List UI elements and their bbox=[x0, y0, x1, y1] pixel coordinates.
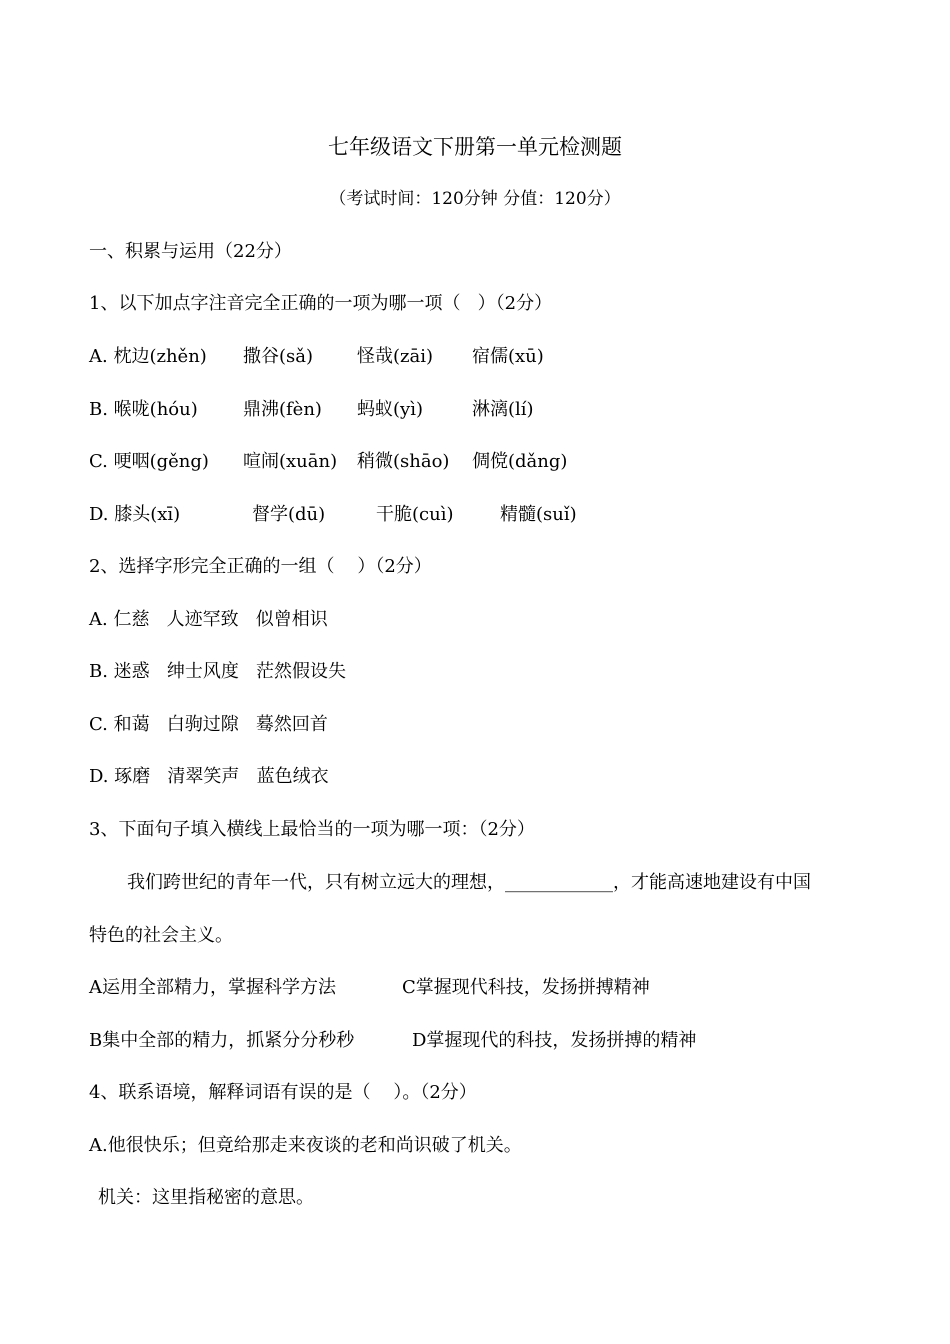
option-item: 倜傥(dǎng) bbox=[472, 451, 568, 472]
q2-stem: 2、选择字形完全正确的一组（ ）（2分） bbox=[89, 556, 432, 577]
option-item: 稍微(shāo) bbox=[357, 451, 450, 472]
exam-info: （考试时间：120分钟 分值：120分） bbox=[329, 189, 621, 209]
q2-option-a: A. 仁慈 人迹罕致 似曾相识 bbox=[89, 609, 328, 630]
q4-option-a: A.他很快乐；但竟给那走来夜谈的老和尚识破了机关。 bbox=[89, 1135, 522, 1156]
q3-sentence-cont: 特色的社会主义。 bbox=[89, 925, 233, 946]
option-item: C. 哽咽(gěng) bbox=[89, 451, 209, 472]
q1-stem: 1、以下加点字注音完全正确的一项为哪一项（ ）（2分） bbox=[89, 293, 553, 314]
section-heading: 一、积累与运用（22分） bbox=[89, 241, 292, 262]
option-item: 督学(dū) bbox=[252, 504, 326, 525]
option-item: 喧闹(xuān) bbox=[243, 451, 338, 472]
q3-option-a: A运用全部精力，掌握科学方法 bbox=[89, 977, 336, 998]
q2-option-c: C. 和蔼 白驹过隙 蓦然回首 bbox=[89, 714, 328, 735]
option-item: A. 枕边(zhěn) bbox=[89, 346, 207, 367]
option-item: 鼎沸(fèn) bbox=[243, 399, 322, 420]
q3-option-b: B集中全部的精力，抓紧分分秒秒 bbox=[89, 1030, 355, 1051]
q3-option-c: C掌握现代科技，发扬拼搏精神 bbox=[402, 977, 650, 998]
option-item: D. 膝头(xī) bbox=[89, 504, 181, 525]
page-title: 七年级语文下册第一单元检测题 bbox=[328, 135, 622, 159]
option-item: 怪哉(zāi) bbox=[357, 346, 434, 367]
q4-note: 机关：这里指秘密的意思。 bbox=[98, 1187, 314, 1208]
q3-option-d: D掌握现代的科技，发扬拼搏的精神 bbox=[412, 1030, 697, 1051]
option-item: 撒谷(sǎ) bbox=[243, 346, 314, 367]
option-item: 精髓(suǐ) bbox=[500, 504, 577, 525]
q4-stem: 4、联系语境，解释词语有误的是（ ）。（2分） bbox=[89, 1082, 477, 1103]
q2-option-b: B. 迷惑 绅士风度 茫然假设失 bbox=[89, 661, 346, 682]
option-item: 蚂蚁(yì) bbox=[357, 399, 423, 420]
q3-sentence: 我们跨世纪的青年一代，只有树立远大的理想，____________，才能高速地建设有中国 bbox=[127, 872, 811, 893]
q3-stem: 3、下面句子填入横线上最恰当的一项为哪一项：（2分） bbox=[89, 819, 535, 840]
option-item: 干脆(cuì) bbox=[376, 504, 454, 525]
option-item: 淋漓(lí) bbox=[472, 399, 534, 420]
option-item: B. 喉咙(hóu) bbox=[89, 399, 198, 420]
q2-option-d: D. 琢磨 清翠笑声 蓝色绒衣 bbox=[89, 766, 329, 787]
option-item: 宿儒(xū) bbox=[472, 346, 544, 367]
